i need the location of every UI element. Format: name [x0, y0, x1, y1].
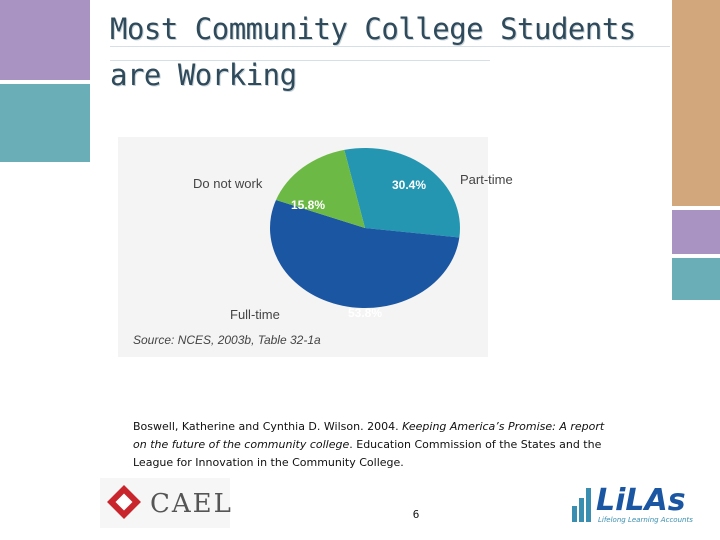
citation-title: Keeping America’s Promise: A report on the future of the community college	[133, 420, 605, 451]
value-label-do-not-work: 15.8%	[291, 198, 326, 212]
value-label-part-time: 30.4%	[392, 178, 427, 192]
cael-logo-text: CAEL	[150, 489, 233, 519]
right-teal-block	[672, 258, 720, 300]
legend-label-do-not-work: Do not work	[193, 176, 263, 191]
citation-authors: Boswell, Katherine and Cynthia D. Wilson. 2004.	[133, 420, 403, 433]
value-label-full-time: 53.8%	[348, 306, 383, 320]
cael-logo-mark	[100, 478, 233, 528]
legend-label-part-time: Part-time	[460, 172, 513, 187]
chart-source: Source: NCES, 2003b, Table 32-1a	[133, 333, 321, 347]
lilas-logo-text: LiLAs	[596, 483, 686, 518]
citation-publisher: . Education Commission of the States and the League for Innovation in the Community College.	[133, 438, 602, 469]
right-tan-block	[672, 0, 720, 206]
title-line-1: Most Community College Students	[110, 12, 636, 46]
slide-title	[110, 6, 636, 98]
page-number: 6	[412, 508, 420, 521]
lilas-tagline: Lifelong Learning Accounts	[598, 516, 693, 524]
left-purple-block	[0, 0, 90, 80]
lilas-logo	[568, 476, 698, 526]
right-purple-block	[672, 210, 720, 254]
cael-logo	[100, 478, 233, 528]
lilas-logo-mark	[568, 476, 698, 526]
pie-chart	[118, 137, 513, 357]
pie-slices	[270, 148, 460, 308]
pie-chart-svg	[118, 137, 513, 357]
left-teal-block	[0, 84, 90, 162]
legend-label-full-time: Full-time	[230, 307, 280, 322]
citation-text	[133, 418, 613, 472]
title-line-2: are Working	[110, 58, 297, 92]
